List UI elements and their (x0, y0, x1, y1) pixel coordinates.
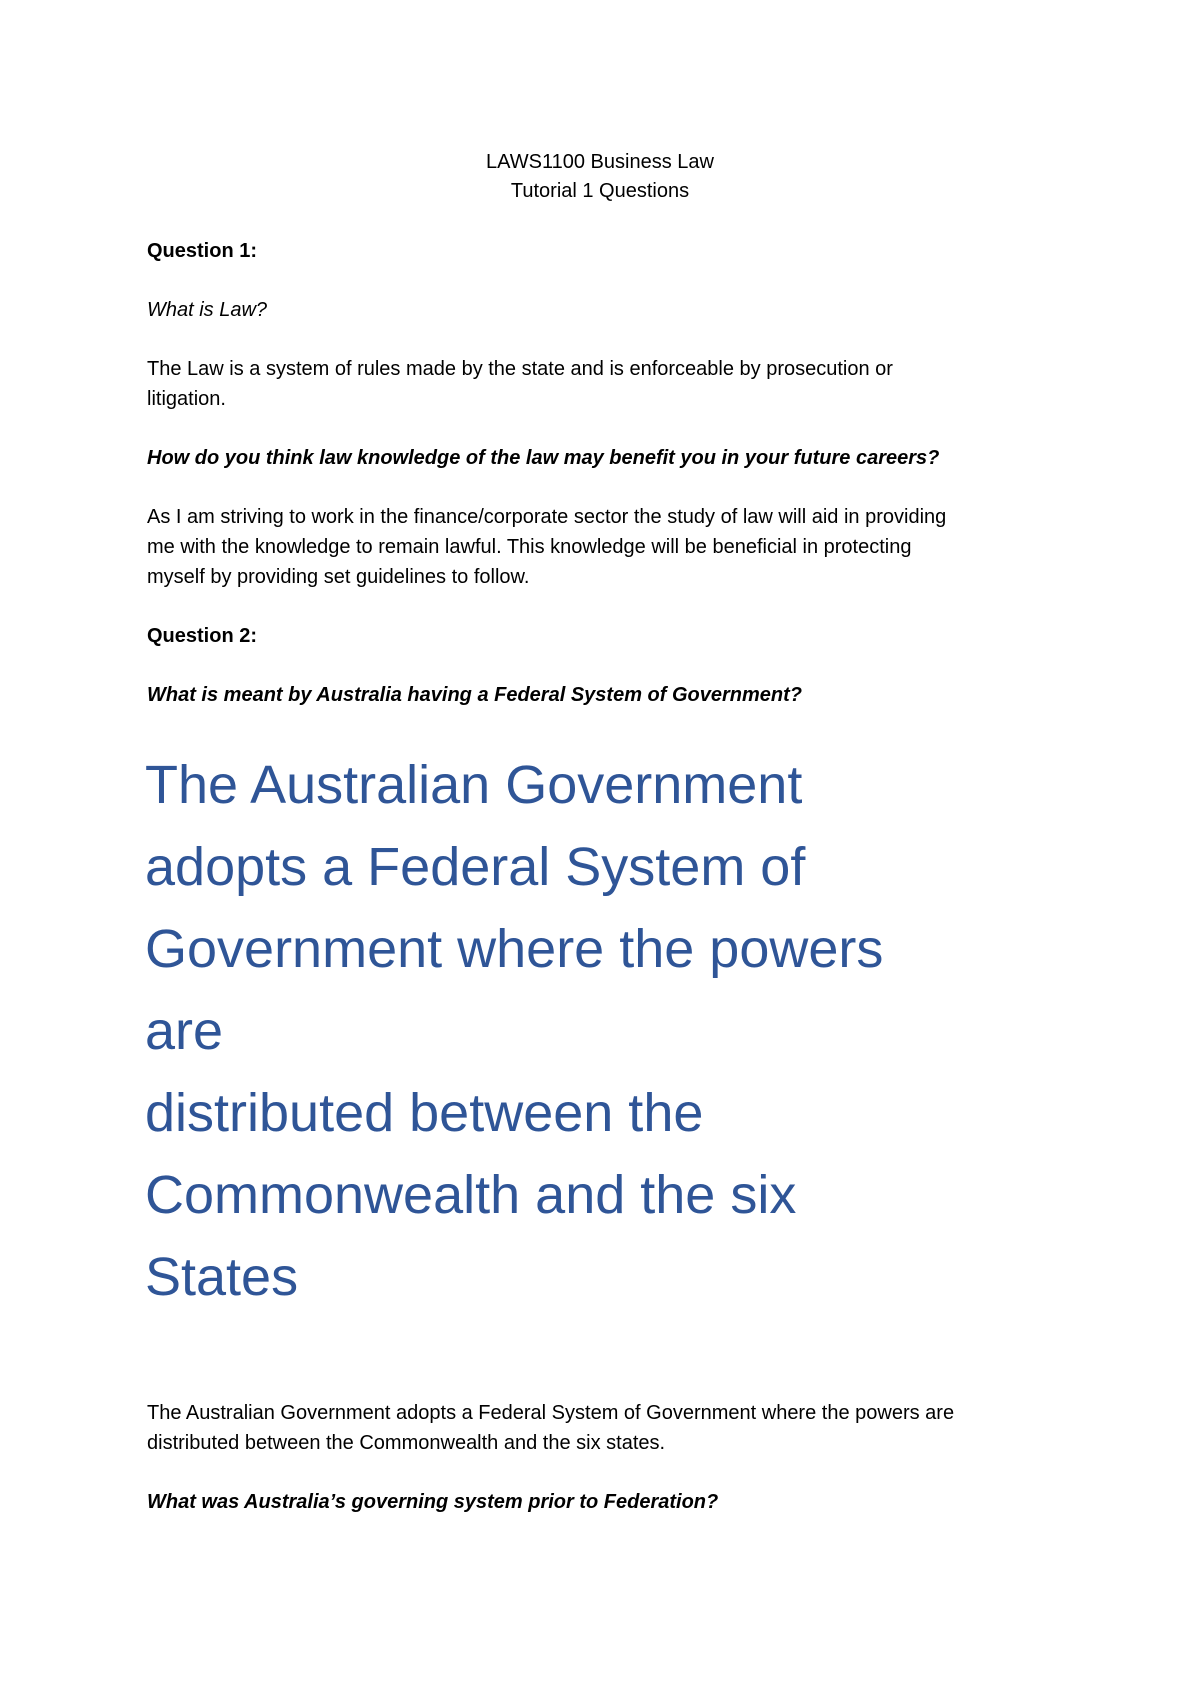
answer-1-line-1: The Law is a system of rules made by the state and is enforceable by prosecution or (147, 358, 893, 380)
answer-2-line-1: As I am striving to work in the finance/corporate sector the study of law will aid in providing (147, 506, 947, 528)
tutorial-title: Tutorial 1 Questions (510, 180, 690, 202)
question-1-heading: Question 1: (147, 240, 258, 262)
large-answer-line-7: States (145, 1247, 299, 1307)
large-answer-line-4: are (145, 1001, 224, 1061)
question-2-prompt-1: What is meant by Australia having a Federal System of Government? (147, 684, 802, 706)
answer-1-line-2: litigation. (147, 388, 226, 410)
answer-2-line-2: me with the knowledge to remain lawful. This knowledge will be beneficial in protecting (147, 536, 912, 558)
answer-3-line-2: distributed between the Commonwealth and the six states. (147, 1432, 666, 1454)
large-answer-line-5: distributed between the (145, 1083, 704, 1143)
answer-3-line-1: The Australian Government adopts a Federal System of Government where the powers are (147, 1402, 955, 1424)
question-1-prompt-2: How do you think law knowledge of the law may benefit you in your future careers? (147, 447, 940, 469)
large-answer-line-3: Government where the powers (145, 919, 884, 979)
question-1-prompt-1: What is Law? (147, 299, 268, 321)
large-answer-line-1: The Australian Government (145, 755, 803, 815)
question-2-heading: Question 2: (147, 625, 258, 647)
large-answer-line-2: adopts a Federal System of (145, 837, 806, 897)
question-2-prompt-2: What was Australia’s governing system prior to Federation? (147, 1491, 719, 1513)
course-title: LAWS1100 Business Law (486, 151, 714, 173)
large-answer-line-6: Commonwealth and the six (145, 1165, 797, 1225)
answer-2-line-3: myself by providing set guidelines to follow. (147, 566, 530, 588)
